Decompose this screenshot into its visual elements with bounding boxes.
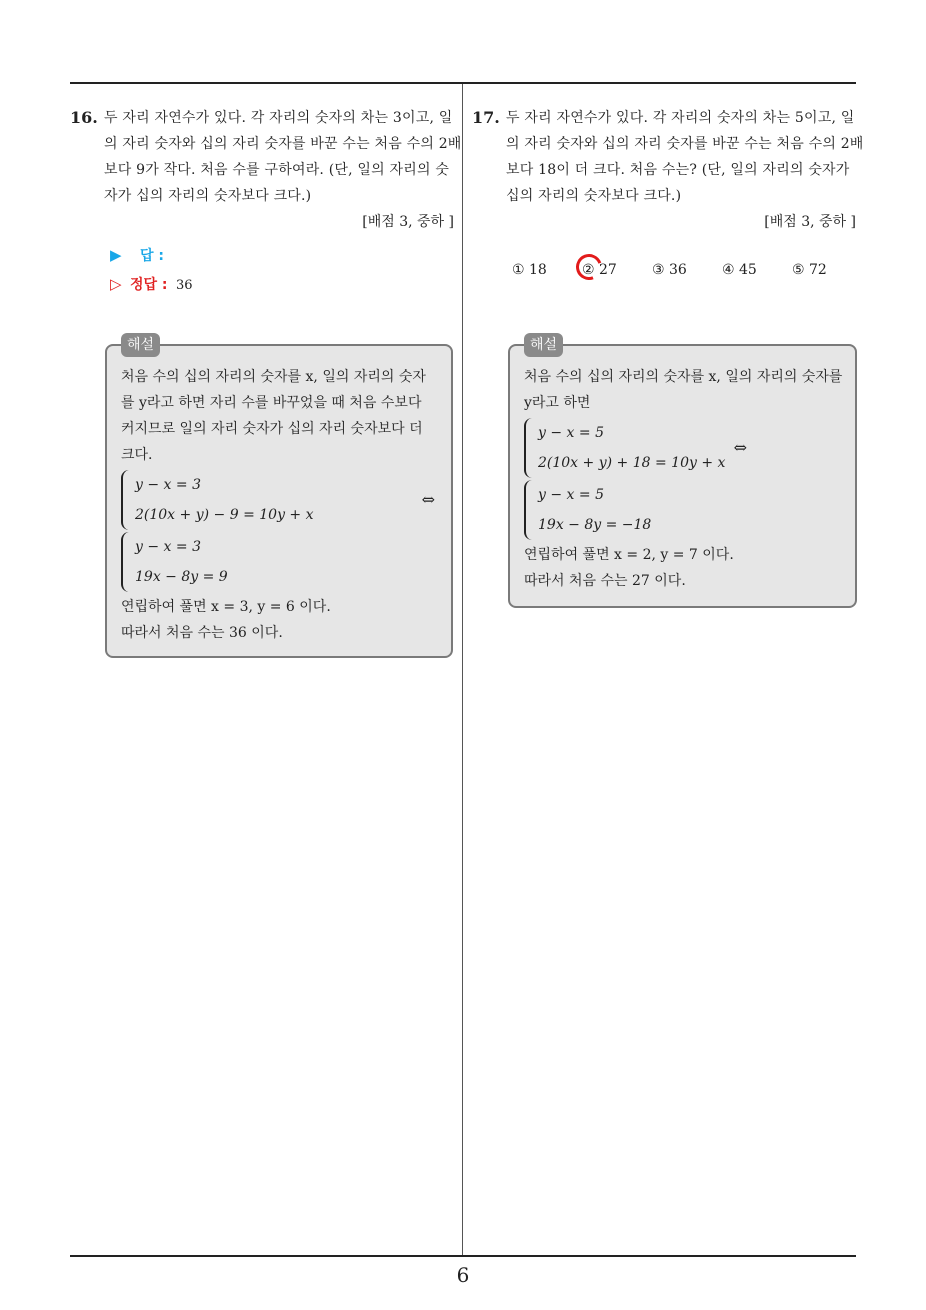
equation-system-2: [121, 532, 439, 592]
equation: 19x − 8y = −18: [538, 517, 652, 533]
conclusion: 따라서 처음 수는 36 이다.: [121, 625, 283, 641]
equation-system-row-1: [121, 470, 439, 530]
choice-1[interactable]: [512, 257, 582, 283]
choice-2[interactable]: [582, 257, 652, 283]
equation-system-1: [524, 418, 843, 478]
equation: y − x = 3: [135, 539, 201, 555]
page-number: 6: [456, 1263, 470, 1287]
equivalence-icon: ⇔: [733, 438, 747, 457]
equation: y − x = 5: [538, 425, 604, 441]
question-16-number: 16.: [70, 108, 98, 127]
choice-label: ② 27: [582, 262, 617, 278]
solution-tag: 해설: [121, 333, 160, 357]
conclusion: 따라서 처음 수는 27 이다.: [524, 573, 686, 589]
equivalence-icon: ⇔: [421, 490, 435, 509]
equation-system-2: [524, 480, 843, 540]
equation: 19x − 8y = 9: [135, 569, 228, 585]
outline-triangle-icon: ▷: [110, 275, 122, 293]
solution-tag: 해설: [524, 333, 563, 357]
question-17-header: [472, 105, 864, 209]
top-rule: [70, 82, 856, 84]
solve-line: 연립하여 풀면 x = 3, y = 6 이다.: [121, 599, 331, 615]
correct-value: 36: [175, 278, 193, 293]
question-17-solution-box: [508, 337, 857, 608]
brace: [121, 532, 131, 592]
equation: y − x = 3: [135, 477, 201, 493]
correct-line: [110, 270, 462, 300]
question-16-solution-box: [105, 337, 453, 658]
equation: y − x = 5: [538, 487, 604, 503]
question-17-score: [배점 3, 중하 ]: [764, 214, 856, 230]
question-16: [70, 105, 462, 300]
equation-system-1: [121, 470, 439, 530]
answer-label: 답 :: [140, 248, 164, 264]
choice-label: ⑤ 72: [792, 262, 827, 278]
equation: 2(10x + y) − 9 = 10y + x: [135, 507, 314, 523]
question-16-score: [배점 3, 중하 ]: [362, 214, 454, 230]
question-16-header: [70, 105, 462, 209]
brace: [524, 480, 534, 540]
question-17: [472, 105, 864, 283]
question-17-number: 17.: [472, 108, 500, 127]
equation: 2(10x + y) + 18 = 10y + x: [538, 455, 726, 471]
solution-intro: 처음 수의 십의 자리의 숫자를 x, 일의 자리의 숫자를 y라고 하면 자리 수를 바꾸었을 때 처음 수보다 커지므로 일의 자리 숫자가 십의 자리 숫자보다 더 크다.: [121, 369, 426, 463]
play-triangle-icon: ▶: [110, 246, 122, 264]
column-divider: [462, 84, 463, 1256]
question-17-text: 두 자리 자연수가 있다. 각 자리의 숫자의 차는 5이고, 일의 자리 숫자와 십의 자리 숫자를 바꾼 수는 처음 수의 2배보다 18이 더 크다. 처음 수는? (단, 일의 자리의 숫자가 십의 자리의 숫자보다 크다.): [506, 110, 864, 204]
choice-label: ④ 45: [722, 262, 757, 278]
choice-4[interactable]: [722, 257, 792, 283]
choice-list: [512, 257, 864, 283]
brace: [121, 470, 131, 530]
solution-intro: 처음 수의 십의 자리의 숫자를 x, 일의 자리의 숫자를 y라고 하면: [524, 369, 843, 411]
choice-label: ① 18: [512, 262, 547, 278]
choice-3[interactable]: [652, 257, 722, 283]
solve-line: 연립하여 풀면 x = 2, y = 7 이다.: [524, 547, 734, 563]
bottom-rule: [70, 1255, 856, 1257]
question-16-answer: [110, 241, 462, 300]
answer-line: [110, 241, 462, 270]
brace: [524, 418, 534, 478]
choice-label: ③ 36: [652, 262, 687, 278]
equation-system-row-1: [524, 418, 843, 478]
correct-label: 정답 :: [130, 277, 168, 293]
question-16-text: 두 자리 자연수가 있다. 각 자리의 숫자의 차는 3이고, 일의 자리 숫자와 십의 자리 숫자를 바꾼 수는 처음 수의 2배보다 9가 작다. 처음 수를 구하여라. (단, 일의 자리의 숫자가 십의 자리의 숫자보다 크다.): [104, 110, 462, 204]
choice-5[interactable]: [792, 257, 862, 283]
